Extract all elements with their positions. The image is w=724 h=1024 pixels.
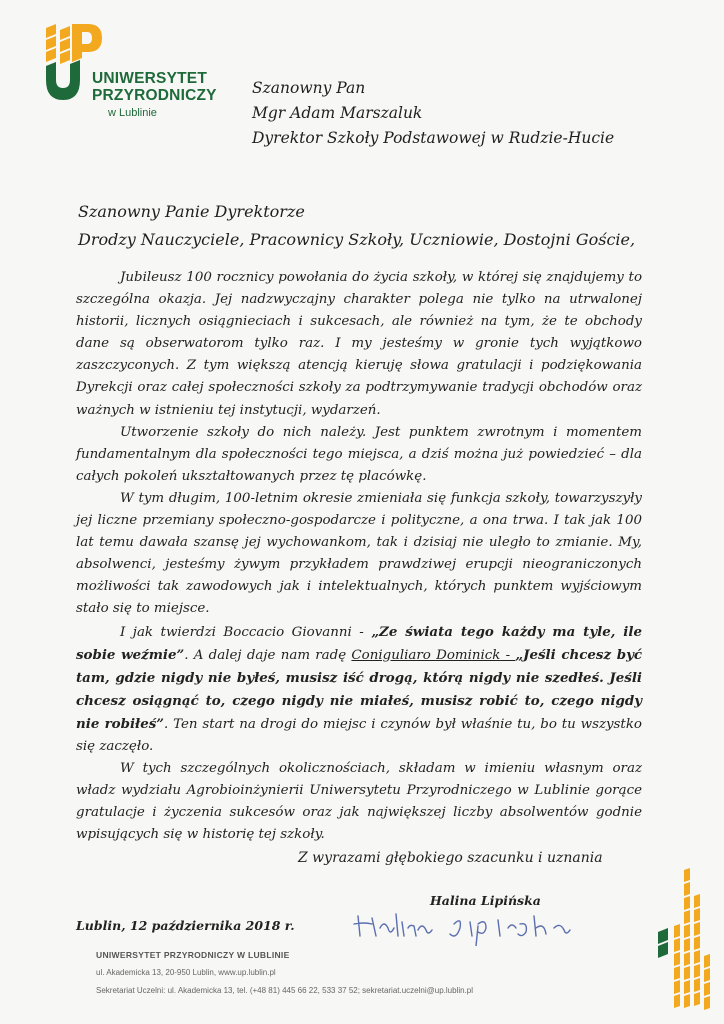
signer-name: Halina Lipińska bbox=[430, 893, 541, 908]
salutation-block bbox=[78, 198, 635, 254]
logo-line-2: PRZYRODNICZY bbox=[92, 87, 217, 104]
body-paragraph-5: W tych szczególnych okolicznościach, składam w imieniu własnym oraz władz wydziału Agrobioinżynierii Uniwersytetu Przyrodniczego w Lublinie gorące gratulacje i życzenia sukcesów oraz jak największej liczby absolwentów godnie wpisujących się w historię tej szkoły. bbox=[76, 761, 642, 843]
logo-line-1: UNIWERSYTET bbox=[92, 70, 208, 87]
author-name: Coniguliaro Dominick bbox=[351, 647, 501, 663]
body-p4-end: . Ten start na drogi do miejsc i czynów był właśnie tu, bo tu wszystko się zaczęło. bbox=[76, 716, 642, 754]
logo-text bbox=[92, 70, 217, 122]
addressee-line-2: Mgr Adam Marszaluk bbox=[252, 104, 423, 122]
addressee-line-1: Szanowny Pan bbox=[252, 79, 366, 97]
handwritten-signature bbox=[350, 906, 590, 946]
university-logo bbox=[42, 22, 242, 119]
date-line: Lublin, 12 października 2018 r. bbox=[76, 918, 295, 933]
footer-secretariat: Sekretariat Uczelni: ul. Akademicka 13, tel. (+48 81) 445 66 22, 533 37 52; sekretariat.uczelni@up.lublin.pl bbox=[96, 986, 474, 995]
body-paragraph-4 bbox=[76, 621, 642, 759]
boccacio-quote: „Ze świata tego każdy ma tyle, ile sobie weźmie” bbox=[76, 623, 643, 663]
footer-university-name: UNIWERSYTET PRZYRODNICZY W LUBLINIE bbox=[96, 950, 290, 960]
addressee-line-3: Dyrektor Szkoły Podstawowej w Rudzie-Hucie bbox=[252, 129, 615, 147]
author-dash: - bbox=[500, 647, 516, 663]
logo-line-3: w Lublinie bbox=[108, 107, 157, 119]
letterhead-footer bbox=[96, 948, 473, 998]
body-p4-transition: . A dalej daje nam radę bbox=[184, 647, 352, 663]
body-paragraph-3: W tym długim, 100-letnim okresie zmieniała się funkcja szkoły, towarzyszyły jej liczne przemiany społeczno-gospodarcze i polityczne, a ona trwa. I tak jak 100 lat temu dawała szansę jej wychowankom, tak i dzisiaj nie uległo to zmianie. My, absolwenci, jesteśmy żywym przykładem prawdziwej erupcji nieograniczonych możliwości tak zawodowych jak i intelektualnych, których punktem wyjściowym stało się to miejsce. bbox=[76, 490, 642, 617]
closing-phrase: Z wyrazami głębokiego szacunku i uznania bbox=[298, 850, 603, 866]
addressee-block bbox=[252, 76, 614, 151]
salutation-line-1: Szanowny Panie Dyrektorze bbox=[78, 202, 305, 221]
body-paragraph-1: Jubileusz 100 rocznicy powołania do życia szkoły, w której się znajdujemy to szczególna okazja. Jej nadzwyczajny charakter polega nie tylko na utrwalonej historii, licznych osiągnieciach i sukcesach, ale również na tym, że te obchody dane są obserwatorom tylko raz. I my jesteśmy w gronie tych wyjątkowo zaszczyconych. Z tym większą atencją kieruję słowa gratulacji i podziękowania Dyrekcji oraz całej społeczności szkoły za podtrzymywanie tradycji obchodów oraz ważnych w istnieniu tej instytucji, wydarzeń. bbox=[76, 270, 642, 418]
wheat-decoration-icon bbox=[656, 866, 716, 1016]
salutation-line-2: Drodzy Nauczyciele, Pracownicy Szkoły, Uczniowie, Dostojni Goście, bbox=[78, 230, 636, 249]
letter-body bbox=[76, 267, 642, 846]
body-p4-intro: I jak twierdzi Boccacio Giovanni - bbox=[120, 624, 372, 640]
body-paragraph-2: Utworzenie szkoły do nich należy. Jest punktem zwrotnym i momentem fundamentalnym dla społeczności tego miejsca, a dziś można już powiedzieć – dla całych pokoleń ukształtowanych przez tę placówkę. bbox=[76, 424, 642, 484]
coniguliaro-quote: „Jeśli chcesz być tam, gdzie nigdy nie byłeś, musisz iść drogą, którą nigdy nie szedłeś. Jeśli chcesz osiągnąć to, czego nigdy nie miałeś, musisz robić to, czego nigdy nie robiłeś” bbox=[76, 646, 643, 732]
footer-address: ul. Akademicka 13, 20-950 Lublin, www.up.lublin.pl bbox=[96, 968, 276, 977]
